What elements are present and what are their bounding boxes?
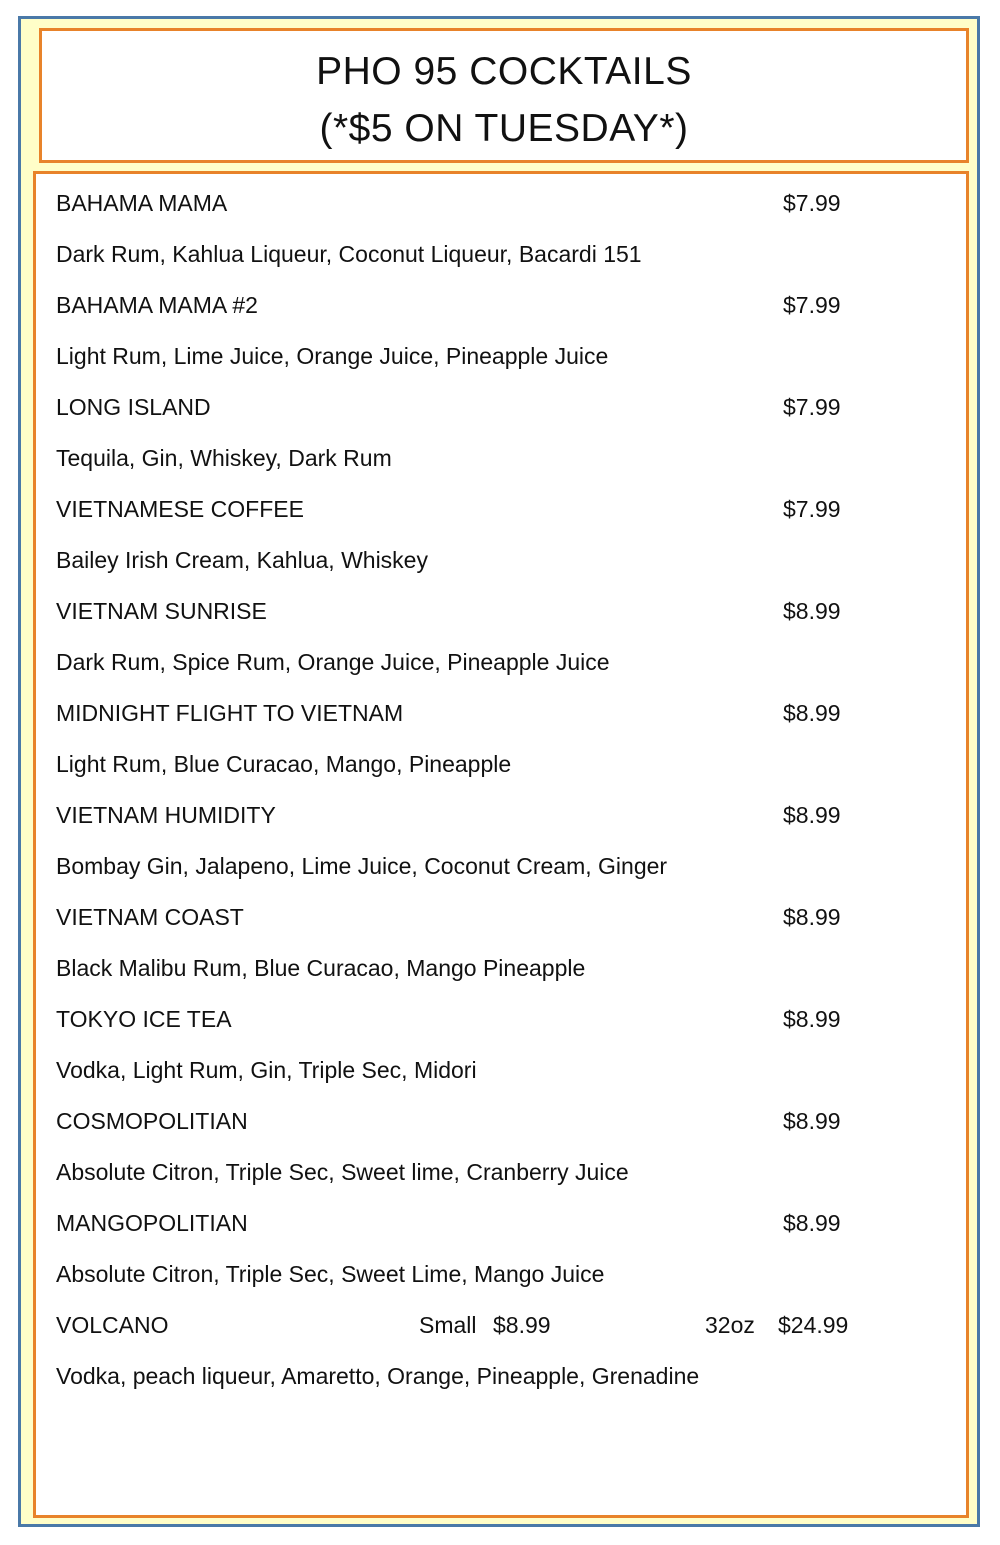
menu-item-description: Bombay Gin, Jalapeno, Lime Juice, Coconut Cream, Ginger [56, 853, 668, 879]
menu-item-name: BAHAMA MAMA [56, 190, 228, 216]
menu-item-description: Vodka, Light Rum, Gin, Triple Sec, Midori [56, 1057, 477, 1083]
menu-item-description-row [56, 1045, 946, 1096]
menu-item-description-row [56, 637, 946, 688]
menu-item-name: LONG ISLAND [56, 394, 211, 420]
menu-item-price: $8.99 [783, 1108, 841, 1134]
menu-item-name: VIETNAM COAST [56, 904, 244, 930]
size-small-label: Small [419, 1312, 477, 1338]
menu-item-description: Bailey Irish Cream, Kahlua, Whiskey [56, 547, 428, 573]
menu-item-price: $8.99 [783, 802, 841, 828]
menu-item-description: Tequila, Gin, Whiskey, Dark Rum [56, 445, 392, 471]
menu-item-header [56, 586, 946, 637]
menu-item-description-row [56, 1351, 946, 1402]
menu-item-description-row [56, 1147, 946, 1198]
menu-item-description: Dark Rum, Kahlua Liqueur, Coconut Liqueur, Bacardi 151 [56, 241, 642, 267]
menu-item-volcano [56, 1300, 946, 1402]
menu-item-header [56, 382, 946, 433]
page-title: PHO 95 COCKTAILS [316, 50, 692, 93]
menu-item-description: Black Malibu Rum, Blue Curacao, Mango Pineapple [56, 955, 586, 981]
menu-item [56, 382, 946, 484]
size-small-price: $8.99 [493, 1312, 551, 1338]
menu-item-header [56, 994, 946, 1045]
menu-item [56, 178, 946, 280]
menu-item [56, 586, 946, 688]
menu-item-price: $8.99 [783, 904, 841, 930]
menu-item-name: MANGOPOLITIAN [56, 1210, 248, 1236]
menu-item-header [56, 790, 946, 841]
menu-item [56, 280, 946, 382]
menu-item-description-row [56, 229, 946, 280]
menu-item-description-row [56, 739, 946, 790]
menu-item-price: $8.99 [783, 700, 841, 726]
menu-item-name: BAHAMA MAMA #2 [56, 292, 258, 318]
page-subtitle: (*$5 ON TUESDAY*) [319, 107, 689, 150]
menu-item-description-row [56, 1249, 946, 1300]
menu-item-description-row [56, 535, 946, 586]
menu-item-description: Absolute Citron, Triple Sec, Sweet lime, Cranberry Juice [56, 1159, 629, 1185]
menu-item-description-row [56, 943, 946, 994]
menu-item-price: $8.99 [783, 1210, 841, 1236]
menu-item-description: Dark Rum, Spice Rum, Orange Juice, Pineapple Juice [56, 649, 610, 675]
menu-item-header [56, 178, 946, 229]
menu-item [56, 484, 946, 586]
menu-item-name: TOKYO ICE TEA [56, 1006, 232, 1032]
menu-item-description: Absolute Citron, Triple Sec, Sweet Lime, Mango Juice [56, 1261, 605, 1287]
menu-item-description-row [56, 433, 946, 484]
menu-item-header [56, 484, 946, 535]
menu-item-name: VIETNAMESE COFFEE [56, 496, 304, 522]
menu-item [56, 1096, 946, 1198]
menu-item [56, 994, 946, 1096]
menu-item-description: Vodka, peach liqueur, Amaretto, Orange, Pineapple, Grenadine [56, 1363, 700, 1389]
menu-item-header [56, 1198, 946, 1249]
menu-item [56, 790, 946, 892]
menu-list [56, 178, 946, 1402]
menu-item-price: $7.99 [783, 190, 841, 216]
menu-item-description-row [56, 841, 946, 892]
menu-item-price: $7.99 [783, 292, 841, 318]
size-large-price: $24.99 [778, 1312, 849, 1338]
menu-item-header [56, 1300, 946, 1351]
menu-item-description-row [56, 331, 946, 382]
menu-item [56, 1198, 946, 1300]
menu-item-description: Light Rum, Blue Curacao, Mango, Pineapple [56, 751, 512, 777]
menu-item [56, 688, 946, 790]
menu-item-price: $8.99 [783, 598, 841, 624]
size-large-label: 32oz [705, 1312, 755, 1338]
menu-item-header [56, 688, 946, 739]
menu-item-name: VIETNAM SUNRISE [56, 598, 267, 624]
menu-item-price: $7.99 [783, 496, 841, 522]
menu-item-name: MIDNIGHT FLIGHT TO VIETNAM [56, 700, 404, 726]
menu-item-header [56, 1096, 946, 1147]
menu-item-header [56, 892, 946, 943]
menu-item-name: VIETNAM HUMIDITY [56, 802, 276, 828]
menu-item-name: COSMOPOLITIAN [56, 1108, 248, 1134]
menu-item-price: $8.99 [783, 1006, 841, 1032]
menu-header [39, 28, 969, 163]
menu-item-header [56, 280, 946, 331]
menu-panel [33, 171, 969, 1518]
menu-item-price: $7.99 [783, 394, 841, 420]
menu-item-description: Light Rum, Lime Juice, Orange Juice, Pineapple Juice [56, 343, 609, 369]
menu-item-name: VOLCANO [56, 1312, 169, 1338]
menu-item [56, 892, 946, 994]
